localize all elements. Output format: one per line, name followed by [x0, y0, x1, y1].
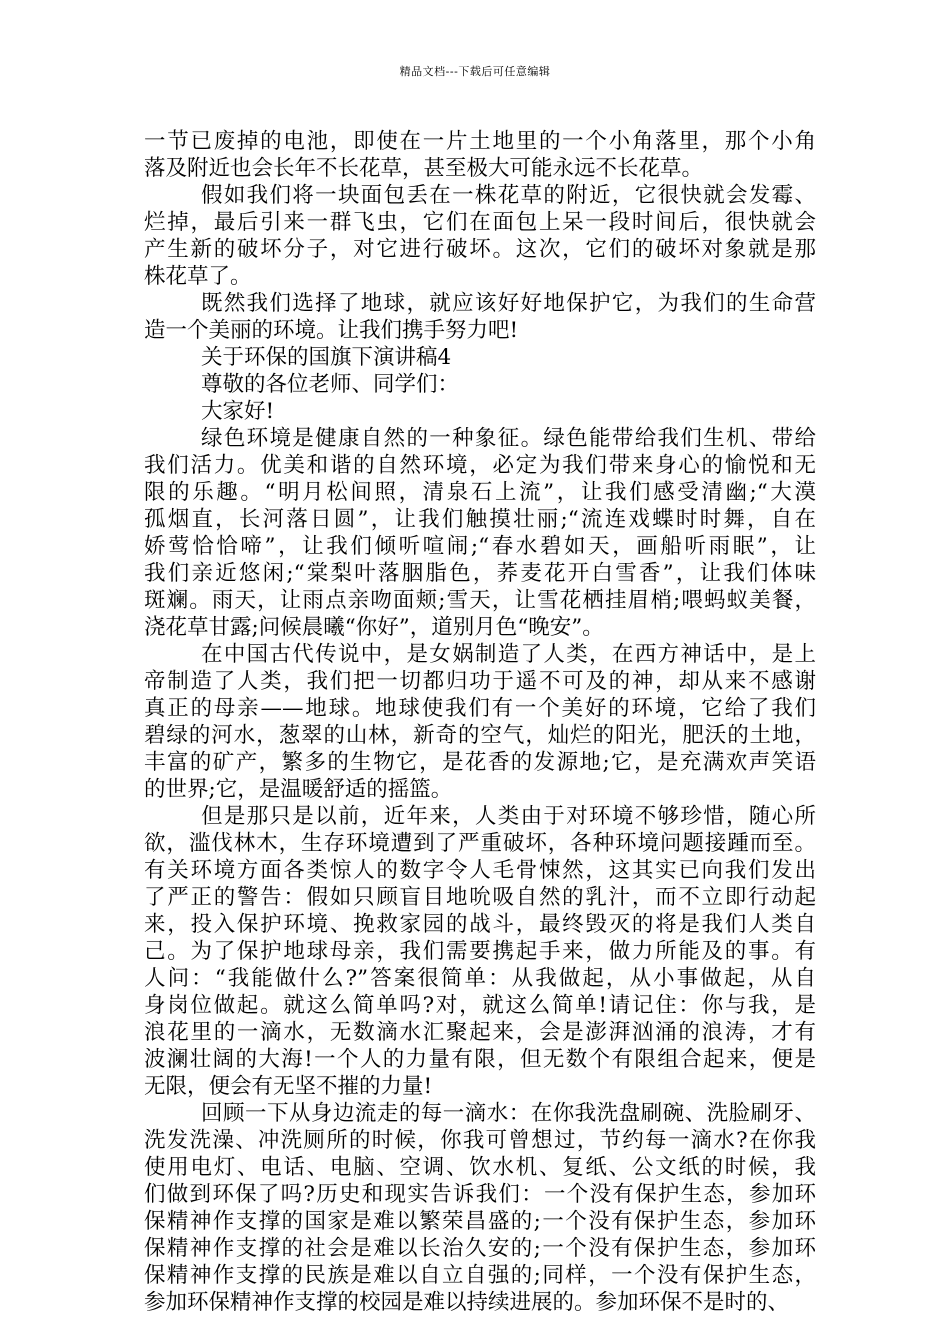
text-line: 丰富的矿产，繁多的生物它，是花香的发源地;它，是充满欢声笑语 — [144, 750, 816, 775]
text-line: 浇花草甘露;问候晨曦“你好”，道别月色“晚安”。 — [144, 615, 604, 640]
text-line: 欲，滥伐林木，生存环境遭到了严重破坏，各种环境问题接踵而至。 — [144, 831, 816, 856]
text-line: 保精神作支撑的民族是难以自立自强的;同样，一个没有保护生态， — [144, 1263, 816, 1288]
document-body — [144, 128, 816, 1316]
text-line: 保精神作支撑的社会是难以长治久安的;一个没有保护生态，参加环 — [144, 1236, 816, 1261]
text-line: 碧绿的河水，葱翠的山林，新奇的空气，灿烂的阳光，肥沃的土地， — [144, 723, 816, 748]
text-line: 的世界;它，是温暖舒适的摇篮。 — [144, 777, 453, 802]
text-line: 使用电灯、电话、电脑、空调、饮水机、复纸、公文纸的时候，我 — [144, 1155, 816, 1180]
text-line: 我们亲近悠闲;“棠梨叶落胭脂色，荞麦花开白雪香”，让我们体味 — [144, 561, 816, 586]
text-line: 无限，便会有无坚不摧的力量! — [144, 1074, 433, 1099]
text-line: 波澜壮阔的大海!一个人的力量有限，但无数个有限组合起来，便是 — [144, 1047, 816, 1072]
text-line: 来，投入保护环境、挽救家园的战斗，最终毁灭的将是我们人类自 — [144, 912, 816, 937]
text-line: 了严正的警告：假如只顾盲目地吮吸自然的乳汁，而不立即行动起 — [144, 885, 816, 910]
text-line: 但是那只是以前，近年来，人类由于对环境不够珍惜，随心所 — [201, 804, 816, 829]
text-line: 娇莺恰恰啼”，让我们倾听喧闹;“春水碧如天，画船听雨眠”，让 — [144, 534, 816, 559]
text-line: 们做到环保了吗?历史和现实告诉我们：一个没有保护生态，参加环 — [144, 1182, 816, 1207]
text-line: 大家好! — [201, 399, 275, 424]
text-line: 烂掉，最后引来一群飞虫，它们在面包上呆一段时间后，很快就会 — [144, 210, 816, 235]
text-line: 在中国古代传说中，是女娲制造了人类，在西方神话中，是上 — [201, 642, 816, 667]
text-line: 回顾一下从身边流走的每一滴水：在你我洗盘刷碗、洗脸刷牙、 — [201, 1101, 816, 1126]
text-line: 我们活力。优美和谐的自然环境，必定为我们带来身心的愉悦和无 — [144, 453, 816, 478]
text-line: 洗发洗澡、冲洗厕所的时候，你我可曾想过，节约每一滴水?在你我 — [144, 1128, 816, 1153]
text-line: 真正的母亲——地球。地球使我们有一个美好的环境，它给了我们 — [144, 696, 816, 721]
text-line: 有关环境方面各类惊人的数字令人毛骨悚然，这其实已向我们发出 — [144, 858, 816, 883]
text-line: 人问：“我能做什么?”答案很简单：从我做起，从小事做起，从自 — [144, 966, 816, 991]
page-header: 精品文档---下载后可任意编辑 — [399, 65, 551, 78]
text-line: 株花草了。 — [144, 264, 252, 289]
text-line: 斑斓。雨天，让雨点亲吻面颊;雪天，让雪花栖挂眉梢;喂蚂蚁美餐， — [144, 588, 816, 613]
text-line: 产生新的破坏分子，对它进行破坏。这次，它们的破坏对象就是那 — [144, 237, 816, 262]
text-line: 尊敬的各位老师、同学们： — [201, 372, 460, 397]
text-line: 保精神作支撑的国家是难以繁荣昌盛的;一个没有保护生态，参加环 — [144, 1209, 816, 1234]
text-line: 落及附近也会长年不长花草，甚至极大可能永远不长花草。 — [144, 156, 704, 181]
text-line: 限的乐趣。“明月松间照，清泉石上流”，让我们感受清幽;“大漠 — [144, 480, 816, 505]
text-line: 身岗位做起。就这么简单吗?对，就这么简单!请记住：你与我，是 — [144, 993, 816, 1018]
text-line: 帝制造了人类，我们把一切都归功于遥不可及的神，却从来不感谢 — [144, 669, 816, 694]
text-line: 参加环保精神作支撑的校园是难以持续进展的。参加环保不是时的、 — [144, 1290, 790, 1315]
text-line: 假如我们将一块面包丢在一株花草的附近，它很快就会发霉、 — [201, 183, 816, 208]
text-line: 关于环保的国旗下演讲稿4 — [201, 345, 452, 370]
text-line: 绿色环境是健康自然的一种象征。绿色能带给我们生机、带给 — [201, 426, 816, 451]
text-line: 孤烟直，长河落日圆”，让我们触摸壮丽;“流连戏蝶时时舞，自在 — [144, 507, 816, 532]
text-line: 浪花里的一滴水，无数滴水汇聚起来，会是澎湃汹涌的浪涛，才有 — [144, 1020, 816, 1045]
text-line: 造一个美丽的环境。让我们携手努力吧! — [144, 318, 519, 343]
text-line: 既然我们选择了地球，就应该好好地保护它，为我们的生命营 — [201, 291, 816, 316]
text-line: 一节已废掉的电池，即使在一片土地里的一个小角落里，那个小角 — [144, 129, 816, 154]
text-line: 己。为了保护地球母亲，我们需要携起手来，做力所能及的事。有 — [144, 939, 816, 964]
